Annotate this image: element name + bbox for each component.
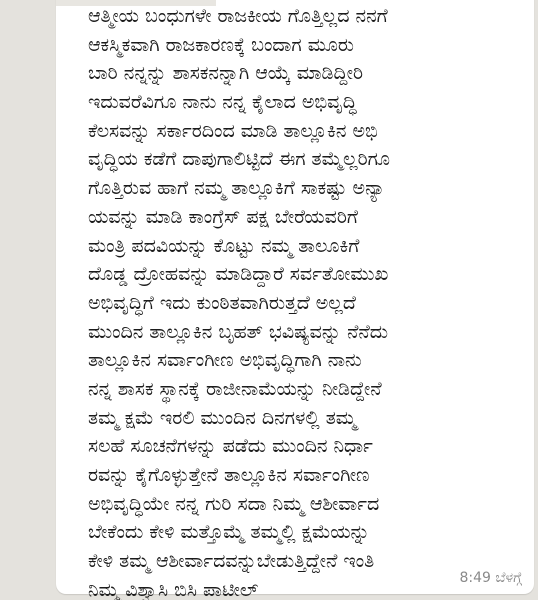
message-line: ತಮ್ಮ ಕ್ಷಮೆ ಇರಲಿ ಮುಂದಿನ ದಿನಗಳಲ್ಲಿ ತಮ್ಮ xyxy=(88,406,357,429)
message-line: ಅಭಿವೃದ್ಧಿಯೇ ನನ್ನ ಗುರಿ ಸದಾ ನಿಮ್ಮ ಆಶೀರ್ವಾದ xyxy=(88,492,380,515)
message-line: ಮುಂದಿನ ತಾಲ್ಲೂಕಿನ ಬೃಹತ್ ಭವಿಷ್ಯವನ್ನು ನೆನೆದು xyxy=(88,320,389,343)
message-text xyxy=(88,2,538,600)
message-line: ರವನ್ನು ಕೈಗೊಳ್ಳುತ್ತೇನೆ ತಾಲ್ಲೂಕಿನ ಸರ್ವಾಂಗೀಣ xyxy=(88,464,370,486)
message-line: ಬೇಕೆಂದು ಕೇಳಿ ಮತ್ತೊಮ್ಮೆ ತಮ್ಮಲ್ಲಿ ಕ್ಷಮೆಯನ್ನು xyxy=(88,521,370,544)
message-line: ನನ್ನ ಶಾಸಕ ಸ್ಥಾನಕ್ಕೆ ರಾಜೀನಾಮೆಯನ್ನು ನೀಡಿದ್ದೇನೆ xyxy=(88,377,382,400)
message-line: ತಾಲ್ಲೂಕಿನ ಸರ್ವಾಂಗೀಣ ಅಭಿವೃದ್ಧಿಗಾಗಿ ನಾನು xyxy=(88,349,362,372)
message-bubble[interactable] xyxy=(56,0,534,600)
message-line: ಕೆಲಸವನ್ನು ಸರ್ಕಾರದಿಂದ ಮಾಡಿ ತಾಲ್ಲೂಕಿನ ಅಭಿ xyxy=(88,119,378,142)
message-line: ಬಾರಿ ನನ್ನನ್ನು ಶಾಸಕನನ್ನಾಗಿ ಆಯ್ಕೆ ಮಾಡಿದ್ದೀರಿ xyxy=(88,62,363,85)
message-line: ದೊಡ್ಡ ದ್ರೋಹವನ್ನು ಮಾಡಿದ್ದಾರೆ ಸರ್ವತೋಮುಖ xyxy=(88,263,389,286)
message-line: ಗೊತ್ತಿರುವ ಹಾಗೆ ನಮ್ಮ ತಾಲ್ಲೂಕಿಗೆ ಸಾಕಷ್ಟು ಅನ್ಯಾ xyxy=(88,177,385,200)
message-line: ವೃದ್ಧಿಯ ಕಡೆಗೆ ದಾಪುಗಾಲಿಟ್ಟಿದೆ ಈಗ ತಮ್ಮೆಲ್ಲರಿಗೂ xyxy=(88,148,391,171)
message-line: ಮಂತ್ರಿ ಪದವಿಯನ್ನು ಕೊಟ್ಟು ನಮ್ಮ ತಾಲೂಕಿಗೆ xyxy=(88,234,360,257)
message-line: ಆಕಸ್ಮಿಕವಾಗಿ ರಾಜಕಾರಣಕ್ಕೆ ಬಂದಾಗ ಮೂರು xyxy=(88,33,354,56)
message-line: ಆತ್ಮೀಯ ಬಂಧುಗಳೇ ರಾಜಕೀಯ ಗೊತ್ತಿಲ್ಲದ ನನಗೆ xyxy=(88,5,388,27)
message-line: ಇದುವರೆವಿಗೂ ನಾನು ನನ್ನ ಕೈಲಾದ ಅಭಿವೃದ್ಧಿ xyxy=(88,91,357,114)
message-line: ಯವನ್ನು ಮಾಡಿ ಕಾಂಗ್ರೆಸ್ ಪಕ್ಷ ಬೇರೆಯವರಿಗೆ xyxy=(88,205,358,228)
message-line: ನಿಮ್ಮ ವಿಶ್ವಾಸಿ ಬಿಸಿ ಪಾಟೀಲ್ xyxy=(88,578,259,600)
message-line: ಸಲಹೆ ಸೂಚನೆಗಳನ್ನು ಪಡೆದು ಮುಂದಿನ ನಿರ್ಧಾ xyxy=(88,435,373,458)
message-line: ಅಭಿವೃದ್ಧಿಗೆ ಇದು ಕುಂಠಿತವಾಗಿರುತ್ತದೆ ಅಲ್ಲದೆ xyxy=(88,291,356,314)
message-timestamp: 8:49 ಬೆಳಗ್ಗೆ xyxy=(459,570,522,586)
message-line: ಕೇಳಿ ತಮ್ಮ ಆಶೀರ್ವಾದವನ್ನುಬೇಡುತ್ತಿದ್ದೇನೆ ಇಂತಿ xyxy=(88,550,375,573)
